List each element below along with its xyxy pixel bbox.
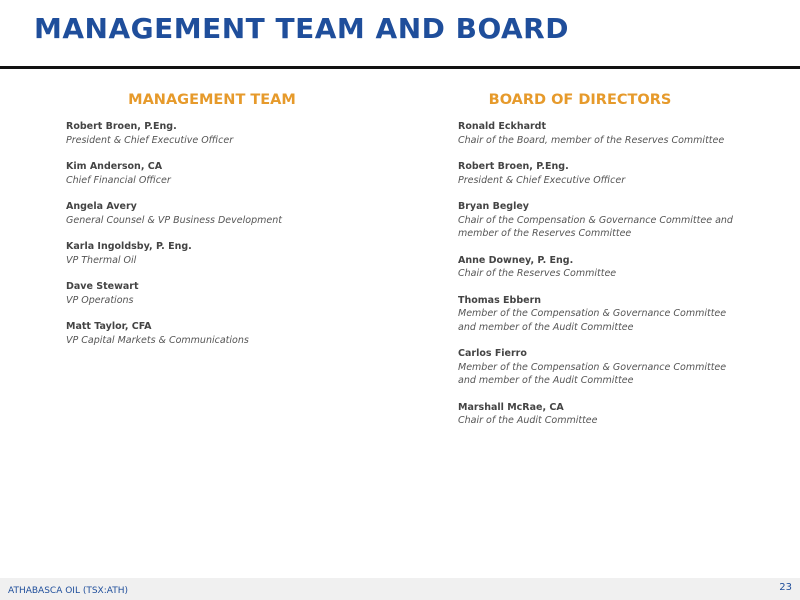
member-role: President & Chief Executive Officer bbox=[458, 174, 626, 186]
footer-company: ATHABASCA OIL (TSX:ATH) bbox=[8, 586, 128, 596]
member-role: General Counsel & VP Business Development bbox=[66, 214, 282, 226]
member-role: Chief Financial Officer bbox=[66, 174, 171, 186]
member-role: Member of the Compensation & Governance Committee bbox=[458, 361, 727, 373]
member-role: Chair of the Board, member of the Reserves Committee bbox=[458, 134, 725, 146]
management-member bbox=[66, 120, 356, 147]
member-name: Carlos Fierro bbox=[458, 348, 527, 359]
page-number: 23 bbox=[779, 582, 792, 593]
member-role: VP Capital Markets & Communications bbox=[66, 334, 249, 346]
board-member bbox=[458, 254, 758, 281]
management-member bbox=[66, 240, 356, 267]
member-name: Matt Taylor, CFA bbox=[66, 321, 152, 332]
member-role-continued: and member of the Audit Committee bbox=[458, 321, 634, 333]
member-role: President & Chief Executive Officer bbox=[66, 134, 234, 146]
member-role: VP Thermal Oil bbox=[66, 254, 137, 266]
member-name: Anne Downey, P. Eng. bbox=[458, 254, 574, 266]
member-name: Dave Stewart bbox=[66, 281, 139, 292]
member-role: Chair of the Compensation & Governance Committee and bbox=[458, 214, 733, 226]
management-member bbox=[66, 320, 356, 347]
board-of-directors-heading: BOARD OF DIRECTORS bbox=[488, 92, 672, 108]
title-divider bbox=[0, 66, 800, 69]
member-role-continued: and member of the Audit Committee bbox=[458, 375, 634, 386]
management-team-list bbox=[66, 120, 356, 360]
member-role: Chair of the Audit Committee bbox=[458, 415, 598, 426]
management-team-heading: MANAGEMENT TEAM bbox=[128, 92, 296, 108]
board-member bbox=[458, 401, 758, 428]
management-member bbox=[66, 200, 356, 227]
board-of-directors-list bbox=[458, 120, 758, 441]
member-role: VP Operations bbox=[66, 294, 134, 306]
member-name: Kim Anderson, CA bbox=[66, 161, 163, 172]
board-member bbox=[458, 200, 758, 241]
page-title: MANAGEMENT TEAM AND BOARD bbox=[34, 12, 569, 45]
member-role-continued: member of the Reserves Committee bbox=[458, 228, 632, 239]
member-name: Thomas Ebbern bbox=[458, 294, 542, 306]
member-name: Angela Avery bbox=[66, 201, 137, 212]
member-role: Chair of the Reserves Committee bbox=[458, 268, 617, 279]
member-name: Ronald Eckhardt bbox=[458, 121, 547, 132]
member-name: Robert Broen, P.Eng. bbox=[458, 161, 569, 172]
management-member bbox=[66, 160, 356, 187]
member-name: Robert Broen, P.Eng. bbox=[66, 121, 177, 132]
board-member bbox=[458, 294, 758, 335]
board-member bbox=[458, 347, 758, 388]
member-role: Member of the Compensation & Governance Committee bbox=[458, 308, 727, 319]
board-member bbox=[458, 160, 758, 187]
member-name: Marshall McRae, CA bbox=[458, 401, 564, 413]
board-member bbox=[458, 120, 758, 147]
member-name: Karla Ingoldsby, P. Eng. bbox=[66, 241, 192, 252]
member-name: Bryan Begley bbox=[458, 201, 529, 212]
management-member bbox=[66, 280, 356, 307]
